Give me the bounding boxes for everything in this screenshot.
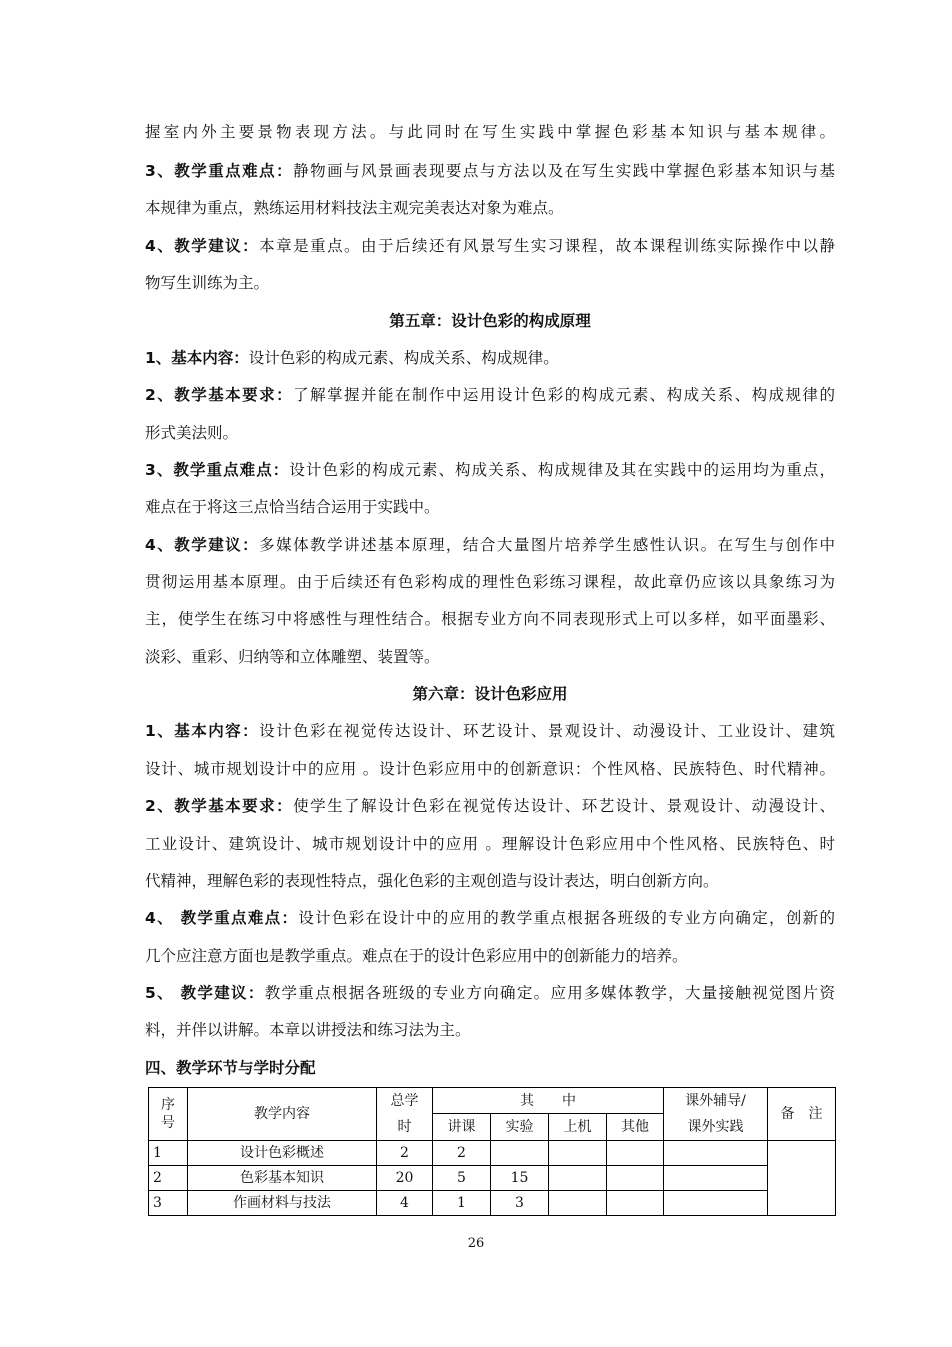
header-total-2: 时: [377, 1114, 433, 1141]
cell-lecture: 2: [433, 1141, 491, 1166]
header-text: 号: [161, 1115, 175, 1131]
text-line: [145, 908, 835, 928]
paragraph-text: 难点在于将这三点恰当结合运用于实践中。: [145, 498, 440, 516]
hours-allocation-table: [148, 1087, 836, 1216]
table-row: [149, 1191, 836, 1216]
cell-seq: 1: [149, 1141, 188, 1166]
cell-computer: [549, 1141, 607, 1166]
paragraph-text: 料，并伴以讲解。本章以讲授法和练习法为主。: [145, 1021, 471, 1039]
text-line: [145, 122, 835, 142]
table-row: [149, 1166, 836, 1191]
header-among: 其 中: [433, 1088, 664, 1114]
text-line: [145, 721, 835, 741]
paragraph-text: 握室内外主要景物表现方法。与此同时在写生实践中掌握色彩基本知识与基本规律。: [145, 123, 835, 141]
text-line: [145, 348, 835, 368]
text-line: [145, 647, 835, 667]
cell-content: 设计色彩概述: [188, 1141, 377, 1166]
item-label: 5、 教学建议：: [145, 984, 265, 1002]
paragraph-text: 设计色彩的构成元素、构成关系、构成规律及其在实践中的运用均为重点，: [289, 461, 835, 479]
cell-content: 作画材料与技法: [188, 1191, 377, 1216]
cell-other: [607, 1141, 664, 1166]
paragraph-text: 几个应注意方面也是教学重点。难点在于的设计色彩应用中的创新能力的培养。: [145, 947, 688, 965]
text-line: [145, 423, 835, 443]
paragraph-text: 教学重点根据各班级的专业方向确定。应用多媒体教学，大量接触视觉图片资: [264, 984, 835, 1002]
text-line: [145, 236, 835, 256]
cell-lecture: 5: [433, 1166, 491, 1191]
paragraph-text: 物写生训练为主。: [145, 274, 270, 292]
text-line: [145, 871, 835, 891]
paragraph-text: 贯彻运用基本原理。由于后续还有色彩构成的理性色彩练习课程，故此章仍应该以具象练习为: [145, 573, 835, 591]
item-label: 2、教学基本要求：: [145, 797, 294, 815]
item-label: 3、教学重点难点：: [145, 461, 290, 479]
cell-experiment: 15: [491, 1166, 549, 1191]
text-line: [145, 161, 835, 181]
paragraph-text: 静物画与风景画表现要点与方法以及在写生实践中掌握色彩基本知识与基: [293, 162, 835, 180]
text-line: [145, 834, 835, 854]
cell-extra: [664, 1166, 768, 1191]
paragraph-text: 本章是重点。由于后续还有风景写生实习课程，故本课程训练实际操作中以静: [259, 237, 835, 255]
item-label: 1、基本内容：: [145, 349, 249, 367]
cell-lecture: 1: [433, 1191, 491, 1216]
chapter-title: 第五章：设计色彩的构成原理: [389, 312, 591, 330]
header-notes: 备 注: [768, 1088, 836, 1141]
paragraph-text: 淡彩、重彩、归纳等和立体雕塑、装置等。: [145, 648, 440, 666]
paragraph-text: 多媒体教学讲述基本原理，结合大量图片培养学生感性认识。在写生与创作中: [259, 536, 835, 554]
header-computer: 上机: [549, 1114, 607, 1141]
cell-total: 20: [377, 1166, 433, 1191]
paragraph-text: 工业设计、建筑设计、城市规划设计中的应用 。理解设计色彩应用中个性风格、民族特色、时: [145, 835, 835, 853]
paragraph-text: 了解掌握并能在制作中运用设计色彩的构成元素、构成关系、构成规律的: [293, 386, 835, 404]
table-row: [149, 1141, 836, 1166]
paragraph-text: 本规律为重点，熟练运用材料技法主观完美表达对象为难点。: [145, 199, 564, 217]
header-seq: [149, 1088, 188, 1141]
text-line: [145, 609, 835, 629]
cell-experiment: [491, 1141, 549, 1166]
text-line: [145, 385, 835, 405]
item-label: 3、教学重点难点：: [145, 162, 294, 180]
header-lecture: 讲课: [433, 1114, 491, 1141]
header-text: 序: [161, 1097, 175, 1113]
paragraph-text: 代精神，理解色彩的表现性特点，强化色彩的主观创造与设计表达，明白创新方向。: [145, 872, 719, 890]
text-line: [145, 497, 835, 517]
item-label: 2、教学基本要求：: [145, 386, 294, 404]
paragraph-text: 设计色彩的构成元素、构成关系、构成规律。: [248, 349, 559, 367]
item-label: 4、教学建议：: [145, 237, 260, 255]
cell-experiment: 3: [491, 1191, 549, 1216]
item-label: 1、基本内容：: [145, 722, 260, 740]
cell-extra: [664, 1141, 768, 1166]
paragraph-text: 设计色彩在视觉传达设计、环艺设计、景观设计、动漫设计、工业设计、建筑: [259, 722, 835, 740]
cell-other: [607, 1166, 664, 1191]
text-line: [145, 535, 835, 555]
paragraph-text: 主，使学生在练习中将感性与理性结合。根据专业方向不同表现形式上可以多样，如平面墨彩、: [145, 610, 835, 628]
cell-content: 色彩基本知识: [188, 1166, 377, 1191]
text-line: [145, 759, 835, 779]
text-line: [145, 1020, 835, 1040]
section-title: 四、教学环节与学时分配: [145, 1059, 316, 1077]
header-total: 总学: [377, 1088, 433, 1114]
header-extra-2: 课外实践: [664, 1114, 768, 1141]
header-experiment: 实验: [491, 1114, 549, 1141]
text-line: [145, 946, 835, 966]
cell-seq: 3: [149, 1191, 188, 1216]
header-content: 教学内容: [188, 1088, 377, 1141]
header-extra: 课外辅导/: [664, 1088, 768, 1114]
chapter-title: 第六章：设计色彩应用: [412, 685, 568, 703]
cell-notes: [768, 1141, 836, 1216]
text-line: [145, 572, 835, 592]
cell-extra: [664, 1191, 768, 1216]
header-other: 其他: [607, 1114, 664, 1141]
text-line: [145, 198, 835, 218]
item-label: 4、教学建议：: [145, 536, 260, 554]
text-line: [145, 983, 835, 1003]
cell-computer: [549, 1166, 607, 1191]
paragraph-text: 设计、城市规划设计中的应用 。设计色彩应用中的创新意识：个性风格、民族特色、时代精神。: [145, 760, 835, 778]
cell-total: 2: [377, 1141, 433, 1166]
table-header-row: [149, 1088, 836, 1114]
paragraph-text: 使学生了解设计色彩在视觉传达设计、环艺设计、景观设计、动漫设计、: [293, 797, 835, 815]
cell-seq: 2: [149, 1166, 188, 1191]
cell-other: [607, 1191, 664, 1216]
paragraph-text: 设计色彩在设计中的应用的教学重点根据各班级的专业方向确定，创新的: [298, 909, 835, 927]
text-line: [145, 460, 835, 480]
cell-total: 4: [377, 1191, 433, 1216]
cell-computer: [549, 1191, 607, 1216]
paragraph-text: 形式美法则。: [145, 424, 239, 442]
item-label: 4、 教学重点难点：: [145, 909, 299, 927]
text-line: [145, 273, 835, 293]
text-line: [145, 796, 835, 816]
page-number: 26: [467, 1236, 485, 1251]
